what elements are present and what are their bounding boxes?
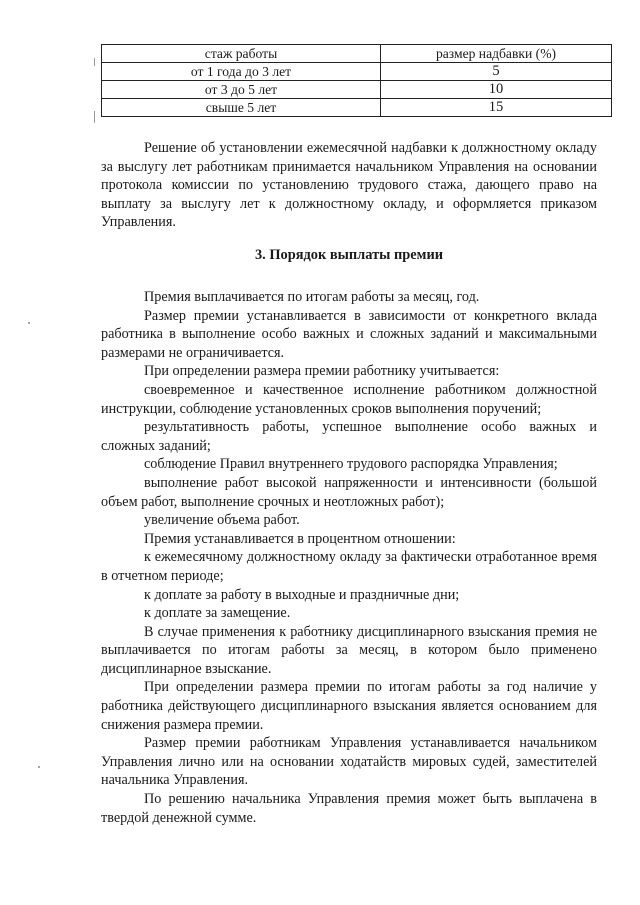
table-header-cell: размер надбавки (%) — [381, 45, 612, 63]
intro-section — [101, 139, 597, 232]
table-row — [102, 99, 612, 117]
table-cell-seniority: свыше 5 лет — [102, 99, 381, 117]
scan-artifact — [94, 58, 95, 66]
scan-artifact — [28, 322, 30, 324]
paragraph: к ежемесячному должностному окладу за фактически отработанное время в отчетном периоде; — [101, 549, 597, 584]
table-row — [102, 63, 612, 81]
scan-artifact — [38, 766, 40, 768]
table-header-row — [102, 45, 612, 63]
paragraph: Премия устанавливается в процентном отношении: — [144, 530, 456, 547]
paragraph: результативность работы, успешное выполнение особо важных и сложных заданий; — [101, 419, 597, 454]
paragraph: Размер премии устанавливается в зависимости от конкретного вклада работника в выполнение особо важных и сложных заданий и максимальными размерами не ограничивается. — [101, 307, 597, 361]
paragraph: увеличение объема работ. — [144, 512, 300, 529]
paragraph: В случае применения к работнику дисциплинарного взыскания премия не выплачивается по итогам работы за месяц, в котором было применено дисциплинарное взыскание. — [101, 623, 597, 677]
section-title: 3. Порядок выплаты премии — [254, 247, 444, 263]
paragraph: соблюдение Правил внутреннего трудового распорядка Управления; — [144, 456, 558, 473]
table-cell-rate: 5 — [381, 63, 612, 81]
paragraph: к доплате за работу в выходные и праздничные дни; — [144, 586, 460, 603]
bonus-procedure-section — [101, 288, 597, 827]
paragraph: к доплате за замещение. — [144, 605, 291, 622]
table-cell-seniority: от 1 года до 3 лет — [102, 63, 381, 81]
paragraph: Размер премии работникам Управления устанавливается начальником Управления лично или на основании ходатайств мировых судей, заместителей начальника Управления. — [101, 735, 597, 789]
paragraph: При определении размера премии работнику учитывается: — [144, 363, 500, 380]
paragraph: При определении размера премии по итогам работы за год наличие у работника действующего дисциплинарного взыскания является основанием для снижения размера премии. — [101, 679, 597, 733]
intro-paragraph: Решение об установлении ежемесячной надбавки к должностному окладу за выслугу лет работникам принимается начальником Управления на основании протокола комиссии по установлению трудового стажа, дающего право на выплату за выслугу лет к должностному окладу, и оформляется приказом Управления. — [101, 140, 597, 231]
paragraph: выполнение работ высокой напряженности и интенсивности (большой объем работ, выполнение срочных и неотложных работ); — [101, 474, 597, 510]
table-cell-rate: 10 — [381, 81, 612, 99]
paragraph: своевременное и качественное исполнение работником должностной инструкции, соблюдение установленных сроков выполнения поручений; — [101, 381, 597, 417]
scan-artifact — [94, 111, 95, 123]
table-row — [102, 81, 612, 99]
paragraph: Премия выплачивается по итогам работы за месяц, год. — [144, 289, 480, 305]
bonus-rate-table — [101, 44, 612, 117]
table-cell-rate: 15 — [381, 99, 612, 117]
paragraph: По решению начальника Управления премия может быть выплачена в твердой денежной сумме. — [101, 791, 597, 826]
table-cell-seniority: от 3 до 5 лет — [102, 81, 381, 99]
table-header-cell: стаж работы — [102, 45, 381, 63]
